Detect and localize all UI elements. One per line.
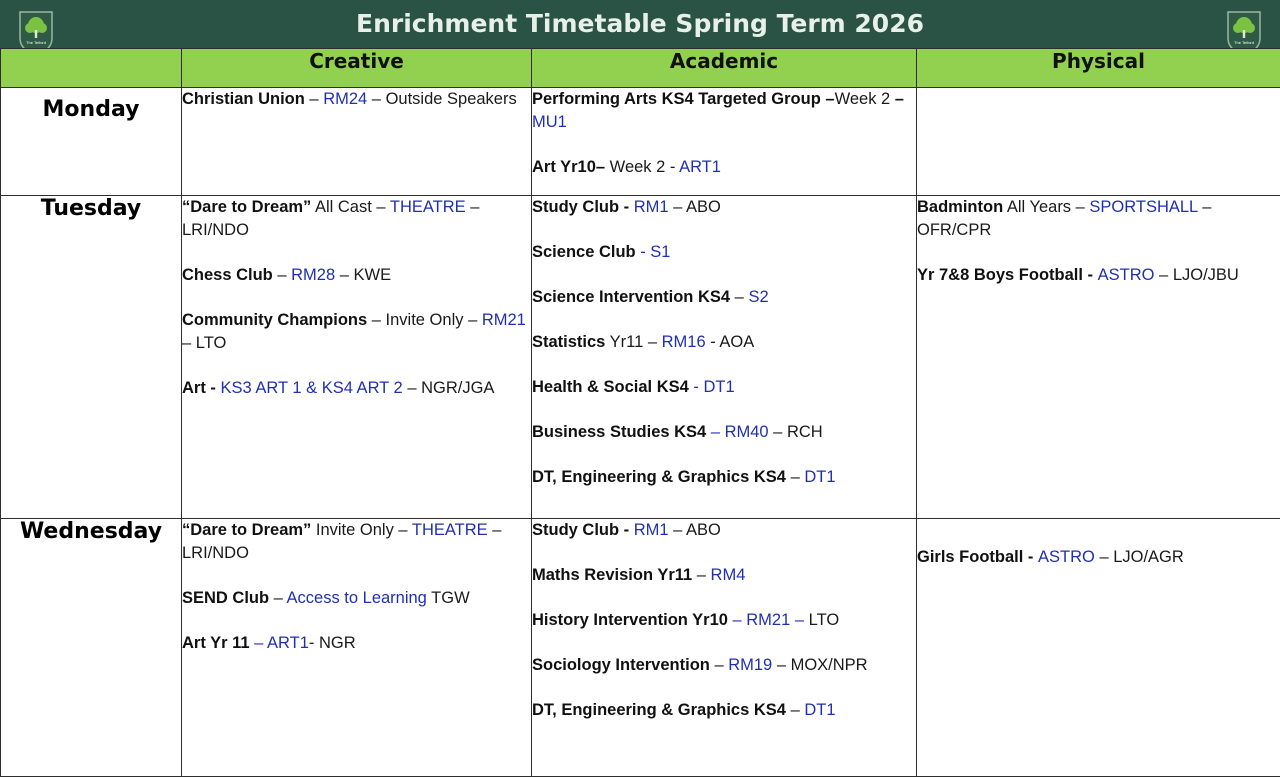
activity-entry: Art - KS3 ART 1 & KS4 ART 2 – NGR/JGA	[182, 377, 531, 400]
activity-entry: Science Intervention KS4 – S2	[532, 286, 916, 309]
activity-entry: Science Club - S1	[532, 241, 916, 264]
activity-entry: Christian Union – RM24 – Outside Speakers	[182, 88, 531, 111]
activity-entry: Community Champions – Invite Only – RM21 – LTO	[182, 309, 531, 355]
activity-entry: Health & Social KS4 - DT1	[532, 376, 916, 399]
cell-wednesday-creative	[182, 519, 532, 777]
column-header-academic: Academic	[532, 49, 917, 88]
cell-wednesday-physical	[917, 519, 1280, 777]
activity-entry: DT, Engineering & Graphics KS4 – DT1	[532, 466, 916, 489]
activity-entry: Girls Football - ASTRO – LJO/AGR	[917, 546, 1280, 569]
activity-entry: Art Yr 11 – ART1- NGR	[182, 632, 531, 655]
cell-monday-physical	[917, 88, 1280, 196]
day-label-tuesday: Tuesday	[1, 196, 182, 519]
activity-entry: Study Club - RM1 – ABO	[532, 519, 916, 542]
cell-monday-creative	[182, 88, 532, 196]
activity-entry: Badminton All Years – SPORTSHALL – OFR/CPR	[917, 196, 1280, 242]
column-header-creative: Creative	[182, 49, 532, 88]
cell-wednesday-academic	[532, 519, 917, 777]
activity-entry: Business Studies KS4 – RM40 – RCH	[532, 421, 916, 444]
activity-entry: Art Yr10– Week 2 - ART1	[532, 156, 916, 179]
activity-entry: Performing Arts KS4 Targeted Group –Week 2 – MU1	[532, 88, 916, 134]
day-label-wednesday: Wednesday	[1, 519, 182, 777]
logo-text: The Telford	[26, 40, 46, 45]
day-label-monday: Monday	[1, 88, 182, 196]
activity-entry: “Dare to Dream” Invite Only – THEATRE – LRI/NDO	[182, 519, 531, 565]
activity-entry: History Intervention Yr10 – RM21 – LTO	[532, 609, 916, 632]
cell-monday-academic	[532, 88, 917, 196]
activity-entry: Yr 7&8 Boys Football - ASTRO – LJO/JBU	[917, 264, 1280, 287]
activity-entry: Study Club - RM1 – ABO	[532, 196, 916, 219]
cell-tuesday-physical	[917, 196, 1280, 519]
activity-entry: DT, Engineering & Graphics KS4 – DT1	[532, 699, 916, 722]
cell-tuesday-creative	[182, 196, 532, 519]
activity-entry: Maths Revision Yr11 – RM4	[532, 564, 916, 587]
corner-cell	[1, 49, 182, 88]
activity-entry: Statistics Yr11 – RM16 - AOA	[532, 331, 916, 354]
activity-entry: Chess Club – RM28 – KWE	[182, 264, 531, 287]
cell-tuesday-academic	[532, 196, 917, 519]
timetable	[0, 48, 1280, 777]
column-header-physical: Physical	[917, 49, 1280, 88]
page-title: Enrichment Timetable Spring Term 2026	[0, 0, 1280, 48]
activity-entry: Sociology Intervention – RM19 – MOX/NPR	[532, 654, 916, 677]
logo-text: The Telford	[1234, 40, 1254, 45]
activity-entry: SEND Club – Access to Learning TGW	[182, 587, 531, 610]
activity-entry: “Dare to Dream” All Cast – THEATRE – LRI/NDO	[182, 196, 531, 242]
